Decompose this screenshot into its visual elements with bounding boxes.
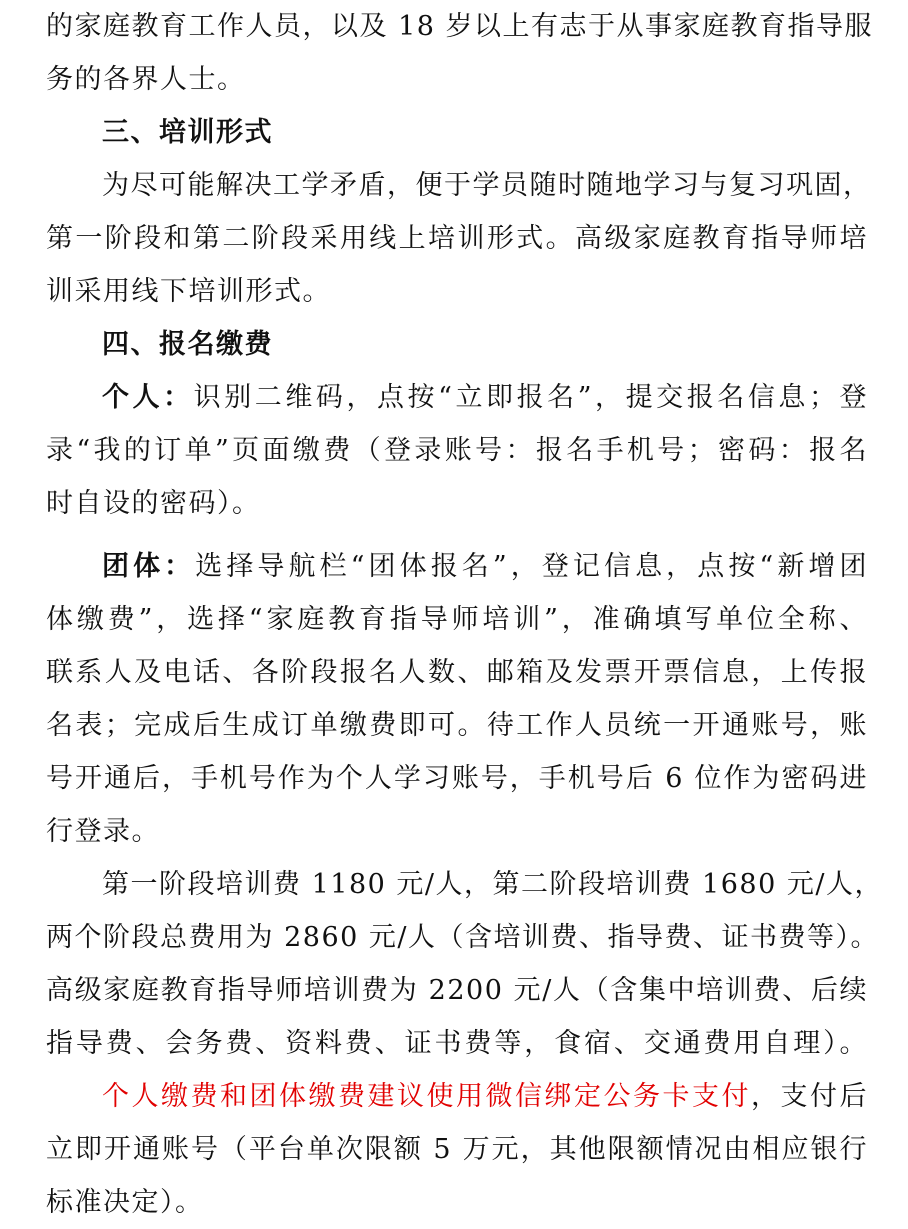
payment-text-1: ，支付后 (751, 1081, 868, 1112)
individual-label: 个人： (102, 382, 194, 413)
intro-line-2: 务的各界人士。 (46, 64, 246, 95)
individual-line-1 (46, 371, 868, 424)
fees-line-2: 两个阶段总费用为 2860 元/人（含培训费、指导费、证书费等）。 (46, 922, 879, 953)
section-3-heading: 三、培训形式 (102, 117, 273, 148)
intro-line-1: 的家庭教育工作人员，以及 18 岁以上有志于从事家庭教育指导服 (46, 11, 874, 42)
section-4-heading: 四、报名缴费 (102, 329, 273, 360)
fees-line-4: 指导费、会务费、资料费、证书费等，食宿、交通费用自理）。 (46, 1028, 868, 1059)
group-line-2: 体缴费”，选择“家庭教育指导师培训”，准确填写单位全称、 (46, 604, 868, 635)
payment-line-3: 标准决定）。 (46, 1187, 204, 1218)
group-line-1 (46, 540, 868, 593)
group-line-5: 号开通后，手机号作为个人学习账号，手机号后 6 位作为密码进 (46, 763, 868, 794)
payment-line-1 (46, 1070, 868, 1123)
fees-line-3: 高级家庭教育指导师培训费为 2200 元/人（含集中培训费、后续 (46, 975, 868, 1006)
individual-text-1: 识别二维码，点按“立即报名”，提交报名信息；登 (193, 382, 869, 413)
individual-line-2: 录“我的订单”页面缴费（登录账号：报名手机号；密码：报名 (46, 435, 868, 466)
payment-line-2: 立即开通账号（平台单次限额 5 万元，其他限额情况由相应银行 (46, 1134, 868, 1165)
group-line-6: 行登录。 (46, 816, 160, 847)
document-page (46, 0, 883, 1229)
section-3-line-2: 第一阶段和第二阶段采用线上培训形式。高级家庭教育指导师培 (46, 223, 868, 254)
group-label: 团体： (102, 551, 196, 582)
payment-highlight: 个人缴费和团体缴费建议使用微信绑定公务卡支付 (102, 1081, 751, 1112)
group-line-3: 联系人及电话、各阶段报名人数、邮箱及发票开票信息，上传报 (46, 657, 868, 688)
fees-line-1: 第一阶段培训费 1180 元/人，第二阶段培训费 1680 元/人， (102, 869, 883, 900)
individual-line-3: 时自设的密码）。 (46, 488, 261, 519)
group-line-4: 名表；完成后生成订单缴费即可。待工作人员统一开通账号，账 (46, 710, 868, 741)
group-text-1: 选择导航栏“团体报名”，登记信息，点按“新增团 (195, 551, 868, 582)
section-3-line-1: 为尽可能解决工学矛盾，便于学员随时随地学习与复习巩固， (102, 170, 872, 201)
section-3-line-3: 训采用线下培训形式。 (46, 276, 331, 307)
